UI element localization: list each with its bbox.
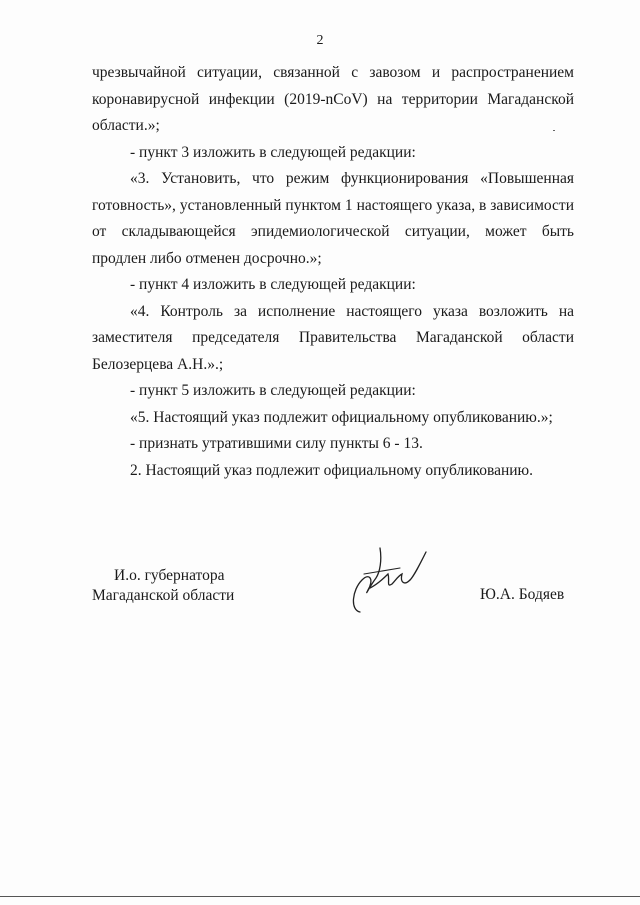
paragraph-item-4-text: «4. Контроль за исполнение настоящего указа возложить на заместителя председателя Правительства Магаданской области Белозерцева А.Н.».; [92,302,574,373]
scan-speck [553,130,555,131]
paragraph-item-3-heading: - пункт 3 изложить в следующей редакции: [130,143,416,161]
scan-bottom-edge [0,896,640,897]
page-number: 2 [316,33,324,48]
signatory-region: Магаданской области [92,587,235,604]
paragraph-item-4-heading: - пункт 4 изложить в следующей редакции: [130,276,416,293]
paragraph-continuation: чрезвычайной ситуации, связанной с завозом и распространением коронавирусной инфекции (2019-nCoV) на территории Магаданской области.»; [92,64,574,134]
paragraph-publication: 2. Настоящий указ подлежит официальному опубликованию. [130,461,534,479]
paragraph-item-5-heading: - пункт 5 изложить в следующей редакции: [130,382,416,399]
signatory-position: И.о. губернатора [114,567,225,584]
signer-name: Ю.А. Бодяев [480,586,565,603]
paragraph-repeal: - признать утратившими силу пункты 6 - 13. [130,435,423,452]
paragraph-item-5-text: «5. Настоящий указ подлежит официальному опубликованию.»; [130,408,553,426]
signatory-title [92,566,234,606]
handwritten-signature [340,540,440,620]
paragraph-item-3-text: «3. Установить, что режим функционирования «Повышенная готовность», установленный пунктом 1 настоящего указа, в зависимости от складывающейся эпидемиологической ситуации, может быть продлен либо отменен досрочно.»; [92,170,574,267]
document-body [92,60,574,484]
